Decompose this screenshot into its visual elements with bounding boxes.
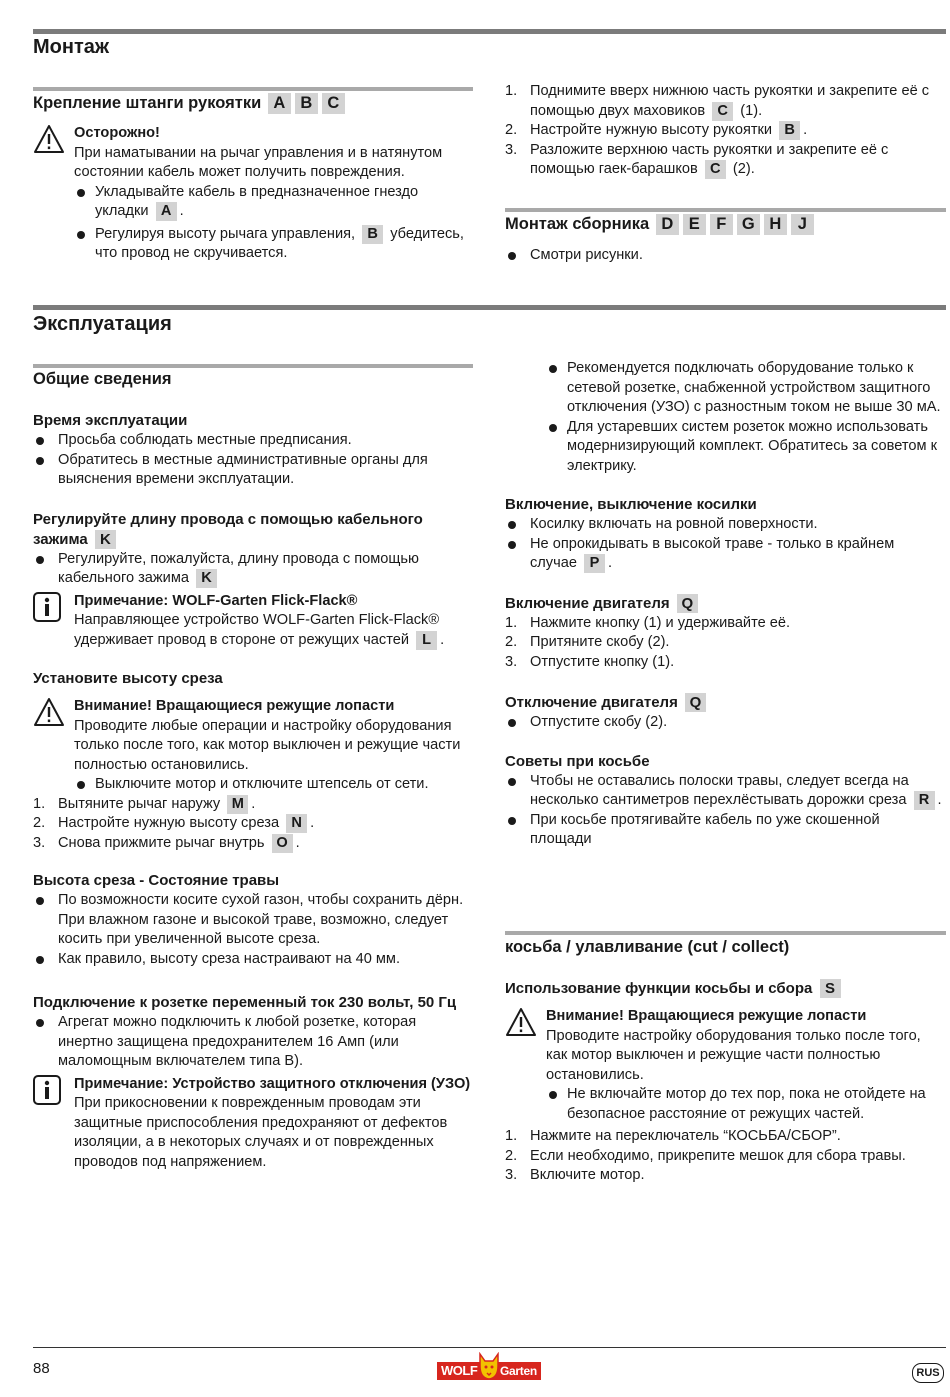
info-note-flickflack <box>33 592 473 651</box>
heading-general: Общие сведения <box>33 370 172 388</box>
wolf-head-icon <box>478 1352 500 1380</box>
list-item: Как правило, высоту среза настраивают на 40 мм. <box>33 950 473 970</box>
logo-text-left: WOLF <box>441 1363 478 1378</box>
figure-badge-j: J <box>791 214 814 235</box>
list-item: Регулируя высоту рычага управления, B убедитесь, что провод не скручивается. <box>74 225 473 264</box>
list-item: 2. Притяните скобу (2). <box>505 634 670 650</box>
note-title: Примечание: Устройство защитного отключения (УЗО) <box>74 1075 471 1092</box>
list-item: По возможности косите сухой газон, чтобы сохранить дёрн. При влажном газоне и высокой траве, возможно, следует косить при увеличенной высоте среза. <box>33 891 473 950</box>
list-item: Агрегат можно подключить к любой розетке, которая инертно защищена предохранителем 16 Амп (или маломощным включателем типа В). <box>33 1013 473 1072</box>
note-text: При прикосновении к поврежденным проводам эти защитные приспособления предохраняют от дефектов изоляции, а в некоторых случаях и от поврежденных проводов под напряжением. <box>74 1095 448 1170</box>
list-item: Выключите мотор и отключите штепсель от сети. <box>74 775 473 795</box>
figure-badge-r: R <box>914 791 935 810</box>
list-item: 3. Разложите верхнюю часть рукоятки и закрепите её с помощью гаек-барашков C (2). <box>505 141 889 177</box>
handle-warning-block <box>33 124 473 264</box>
cut-block <box>505 979 945 1186</box>
warning-note <box>33 697 473 775</box>
rule-general <box>33 364 473 368</box>
figure-badge-d: D <box>656 214 679 235</box>
language-badge: RUS <box>912 1363 944 1383</box>
logo-text-right: Garten <box>500 1364 537 1378</box>
rule-assembly <box>505 208 946 212</box>
heading-cut-collect: Использование функции косьбы и сбора S <box>505 979 945 999</box>
figure-badge-n: N <box>286 814 307 833</box>
heading-socket: Подключение к розетке переменный ток 230 вольт, 50 Гц <box>33 994 457 1011</box>
section-title-operation: Эксплуатация <box>33 313 172 335</box>
figure-badge-o: O <box>272 834 293 853</box>
heading-engine-on: Включение двигателя Q <box>505 594 945 614</box>
left-column-operation <box>33 411 473 1172</box>
list-item: 3. Включите мотор. <box>505 1167 645 1183</box>
page-number: 88 <box>33 1360 50 1377</box>
top-rule <box>33 29 946 34</box>
list-item: 2. Настройте нужную высоту среза N . <box>33 815 315 831</box>
info-note-rcd <box>33 1075 473 1173</box>
section-title-montage: Монтаж <box>33 36 110 58</box>
figure-badge-k: K <box>196 569 217 588</box>
figure-badge-c: C <box>712 102 733 121</box>
list-item: Смотри рисунки. <box>505 246 945 266</box>
figure-badge-a: A <box>268 93 291 114</box>
warning-title: Осторожно! <box>74 125 160 141</box>
heading-cut: косьба / улавливание (cut / collect) <box>505 938 790 956</box>
list-item: Обратитесь в местные административные органы для выяснения времени эксплуатации. <box>33 451 473 490</box>
warning-note <box>505 1007 945 1085</box>
warning-note <box>33 124 473 183</box>
list-item: 3. Отпустите кнопку (1). <box>505 653 675 670</box>
warning-title: Внимание! Вращающиеся режущие лопасти <box>546 1008 867 1024</box>
list-item: 3. Снова прижмите рычаг внутрь O . <box>33 834 300 851</box>
heading-handle-text: Крепление штанги рукоятки <box>33 94 262 112</box>
warning-title: Внимание! Вращающиеся режущие лопасти <box>74 698 395 714</box>
heading-handle <box>33 93 347 114</box>
figure-badge-e: E <box>683 214 706 235</box>
operation-rule <box>33 305 946 310</box>
list-item: Не включайте мотор до тех пор, пока не отойдете на безопасное расстояние от режущих частей. <box>546 1085 945 1124</box>
assembly-list <box>505 246 945 266</box>
right-column-operation <box>505 359 945 850</box>
list-item: Для устаревших систем розеток можно использовать модернизирующий комплект. Обратитесь за советом к электрику. <box>546 418 945 477</box>
figure-badge-b: B <box>295 93 318 114</box>
list-item: Укладывайте кабель в предназначенное гнездо укладки A . <box>74 183 473 222</box>
list-item: 2. Настройте нужную высоту рукоятки B . <box>505 122 808 138</box>
list-item: При косьбе протягивайте кабель по уже скошенной площади <box>505 811 945 850</box>
figure-badge-q: Q <box>685 693 706 712</box>
list-item: Косилку включать на ровной поверхности. <box>505 515 945 535</box>
heading-engine-off: Отключение двигателя Q <box>505 693 945 713</box>
heading-onoff: Включение, выключение косилки <box>505 496 757 513</box>
rule-handle <box>33 87 473 91</box>
list-item: Отпустите скобу (2). <box>505 713 945 733</box>
figure-badge-a: A <box>156 202 177 221</box>
warning-icon <box>33 697 65 727</box>
list-item: 1. Поднимите вверх нижнюю часть рукоятки и закрепите её с помощью двух маховиков C (1). <box>505 83 930 119</box>
figure-badge-b: B <box>362 225 383 244</box>
figure-badge-m: M <box>227 795 248 814</box>
list-item: Просьба соблюдать местные предписания. <box>33 431 473 451</box>
list-item: Не опрокидывать в высокой траве - только в крайнем случае P . <box>505 535 945 574</box>
heading-time: Время эксплуатации <box>33 412 188 429</box>
heading-grass: Высота среза - Состояние травы <box>33 872 280 889</box>
wolf-garten-logo <box>437 1352 541 1382</box>
figure-badge-s: S <box>820 979 841 998</box>
heading-height: Установите высоту среза <box>33 670 223 687</box>
list-item: 1. Вытяните рычаг наружу M . <box>33 795 256 812</box>
note-title: Примечание: WOLF-Garten Flick-Flack® <box>74 592 358 609</box>
list-item: Чтобы не оставались полоски травы, следует всегда на несколько сантиметров перехлёстывать дорожки среза R . <box>505 772 945 811</box>
warning-text: Проводите любые операции и настройку оборудования только после того, как мотор выключен и режущие части полностью остановились. <box>74 717 461 773</box>
figure-badge-k: K <box>95 530 116 549</box>
heading-tips: Советы при косьбе <box>505 752 650 770</box>
heading-cable: Регулируйте длину провода с помощью кабельного зажима K <box>33 510 423 548</box>
figure-badge-g: G <box>737 214 760 235</box>
figure-badge-b: B <box>779 121 800 140</box>
rule-cut <box>505 931 946 935</box>
figure-badge-h: H <box>764 214 787 235</box>
heading-assembly: Монтаж сборника D E F G H J <box>505 214 816 235</box>
info-icon <box>33 592 61 622</box>
figure-badge-p: P <box>584 554 605 573</box>
warning-text: Проводите настройку оборудования только после того, как мотор выключен и режущие части полностью остановились. <box>546 1027 921 1083</box>
figure-badge-l: L <box>416 631 437 650</box>
warning-icon <box>505 1007 537 1037</box>
note-text: Направляющее устройство WOLF-Garten Flick-Flack® удерживает провод в стороне от режущих частей L . <box>74 612 445 648</box>
list-item: 2. Если необходимо, прикрепите мешок для сбора травы. <box>505 1147 906 1164</box>
handle-steps <box>505 82 945 180</box>
list-item: 1. Нажмите на переключатель “КОСЬБА/СБОР”. <box>505 1128 841 1144</box>
list-item: 1. Нажмите кнопку (1) и удерживайте её. <box>505 614 791 631</box>
footer-rule <box>33 1347 946 1348</box>
figure-badge-q: Q <box>677 594 698 613</box>
figure-badge-c: C <box>322 93 345 114</box>
list-item: Регулируйте, пожалуйста, длину провода с помощью кабельного зажима K <box>33 550 473 589</box>
info-icon <box>33 1075 61 1105</box>
list-item: Рекомендуется подключать оборудование только к сетевой розетке, снабженной устройством защитного отключения (УЗО) с разностным током не выше 30 мА. <box>546 359 945 418</box>
warning-text: При наматывании на рычаг управления и в натянутом состоянии кабель может получить повреждения. <box>74 144 443 180</box>
figure-badge-c: C <box>705 160 726 179</box>
warning-icon <box>33 124 65 154</box>
figure-badge-f: F <box>710 214 733 235</box>
